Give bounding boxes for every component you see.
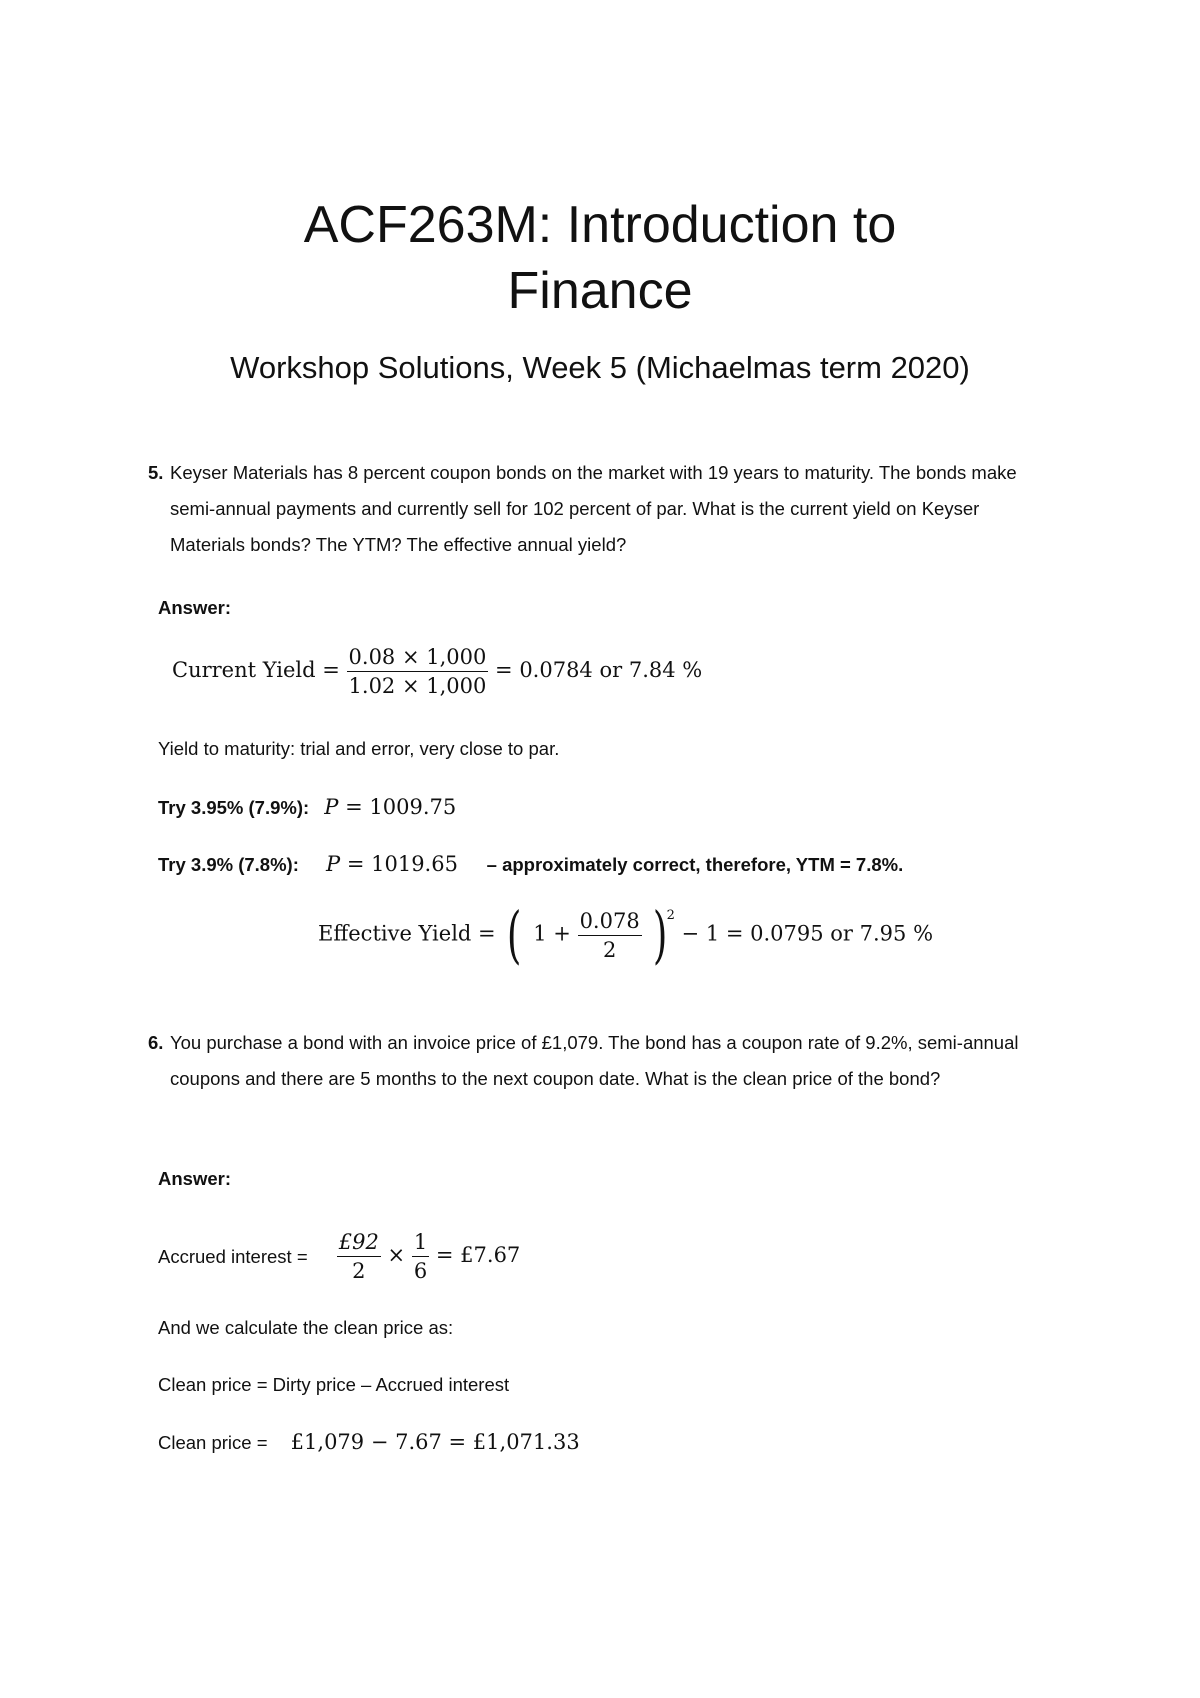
one-plus: 1 + [533,921,571,946]
fraction-denominator: 1.02 × 1,000 [348,674,487,698]
effective-yield-label: Effective Yield [318,921,472,946]
answer-label: Answer: [158,1168,231,1189]
try-equation [326,852,465,876]
current-yield-result: = 0.0784 or 7.84 % [495,658,703,682]
question-6 [148,1025,1050,1097]
accrued-result: = £7.67 [435,1243,521,1267]
price-variable: P [324,795,339,819]
current-yield-fraction [347,645,489,698]
answer-label: Answer: [158,597,231,618]
fraction-numerator: 0.08 × 1,000 [347,645,489,672]
accrued-fraction-1 [337,1230,381,1283]
accrued-fraction-2 [412,1230,429,1283]
question-text: Keyser Materials has 8 percent coupon bonds on the market with 19 years to maturity. The bonds make semi-annual payments and currently sell for 102 percent of par. What is the current yield on Keyser Materials bonds? The YTM? The effective annual yield? [170,462,1017,555]
price-value: = 1019.65 [346,852,458,876]
question-number: 6. [148,1032,164,1053]
try-label: Try 3.95% (7.9%): [158,797,310,818]
try-equation [324,795,456,819]
title-line-2: Finance [507,262,693,320]
accrued-interest-line [158,1230,520,1283]
question-text: You purchase a bond with an invoice price of £1,079. The bond has a coupon rate of 9.2%, semi-annual coupons and there are 5 months to the next coupon date. What is the clean price of the bond? [170,1032,1019,1089]
equals-sign: = [322,658,340,682]
equals-sign: = [478,921,496,946]
clean-price-formula: Clean price = Dirty price – Accrued interest [158,1374,510,1395]
fraction-numerator: 0.078 [578,909,642,936]
try-line-2 [158,852,903,876]
effective-yield-equation [318,898,934,971]
times-sign: × [387,1243,406,1267]
try-line-1 [158,795,456,819]
fraction-denominator: 2 [602,937,617,962]
clean-price-value: £1,079 − 7.67 = £1,071.33 [290,1430,580,1454]
calc-intro: And we calculate the clean price as: [158,1317,454,1338]
title-line-1: ACF263M: Introduction to [303,196,897,254]
question-5 [148,455,1050,563]
question-number: 5. [148,462,164,483]
exponent: 2 [666,907,675,923]
current-yield-equation [172,645,702,698]
try-note: – approximately correct, therefore, YTM = 7.8%. [486,854,904,875]
fraction-numerator: £92 [337,1230,381,1257]
effective-yield-fraction [578,909,642,962]
fraction-numerator: 1 [412,1230,429,1257]
accrued-equation [337,1230,521,1283]
clean-price-line [158,1430,580,1454]
document-subtitle: Workshop Solutions, Week 5 (Michaelmas term 2020) [230,350,970,385]
document-title [0,192,1200,324]
right-paren: ) [653,898,668,971]
fraction-denominator: 6 [413,1259,428,1283]
fraction-denominator: 2 [352,1259,366,1283]
current-yield-label: Current Yield [172,658,316,682]
left-paren: ( [507,898,522,971]
accrued-label: Accrued interest = [158,1245,308,1267]
try-label: Try 3.9% (7.8%): [158,854,299,875]
price-variable: P [326,852,341,876]
clean-price-label: Clean price = [158,1432,268,1453]
price-value: = 1009.75 [345,795,457,819]
ytm-line: Yield to maturity: trial and error, very close to par. [158,738,560,759]
effective-yield-result: − 1 = 0.0795 or 7.95 % [681,921,934,946]
